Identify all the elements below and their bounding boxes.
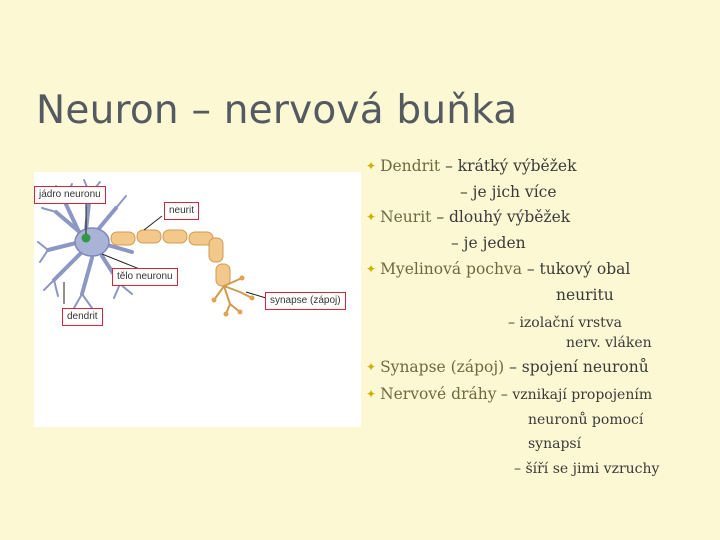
label-dendrit: dendrit [62,308,103,326]
term-myelin: Myelinová pochva [380,260,522,278]
bullet-icon: ✦ [366,262,377,276]
definition-synapse: – spojení neuronů [504,358,649,376]
list-item-synapse [366,357,649,378]
bullet-icon: ✦ [366,387,377,401]
definition-myelin: – tukový obal [521,260,631,278]
list-item-extra: neuritu [556,286,614,304]
label-jadro-neuronu: jádro neuronu [34,186,106,204]
list-item-extra: – je jeden [451,234,526,252]
list-item-extra: neuronů pomocí [528,412,644,428]
list-item-extra: – izolační vrstva [508,315,623,331]
definition-drahy: – vznikají propojením [496,387,653,403]
label-synapse: synapse (zápoj) [265,292,346,310]
list-item-dendrit [366,156,576,177]
list-item-extra: synapsí [528,436,582,452]
list-item-extra: – je jich více [460,183,557,201]
neuron-diagram [34,172,361,427]
term-neurit: Neurit [380,208,432,226]
list-item-extra: nerv. vláken [566,335,652,351]
list-item-extra: – šíří se jimi vzruchy [514,461,660,477]
label-neurit: neurit [164,202,199,220]
list-item-drahy [366,384,652,405]
bullet-icon: ✦ [366,159,377,173]
label-telo-neuronu: tělo neuronu [112,268,178,286]
term-synapse: Synapse (zápoj) [380,358,505,376]
slide-title: Neuron – nervová buňka [36,88,518,133]
bullet-icon: ✦ [366,360,377,374]
nucleus [82,234,91,243]
cell-body [75,228,109,256]
term-drahy: Nervové dráhy [380,385,497,403]
definition-dendrit: – krátký výběžek [440,157,577,175]
list-item-neurit [366,207,570,228]
term-dendrit: Dendrit [380,157,441,175]
list-item-myelin [366,259,630,280]
bullet-icon: ✦ [366,210,377,224]
definition-neurit: – dlouhý výběžek [431,208,571,226]
